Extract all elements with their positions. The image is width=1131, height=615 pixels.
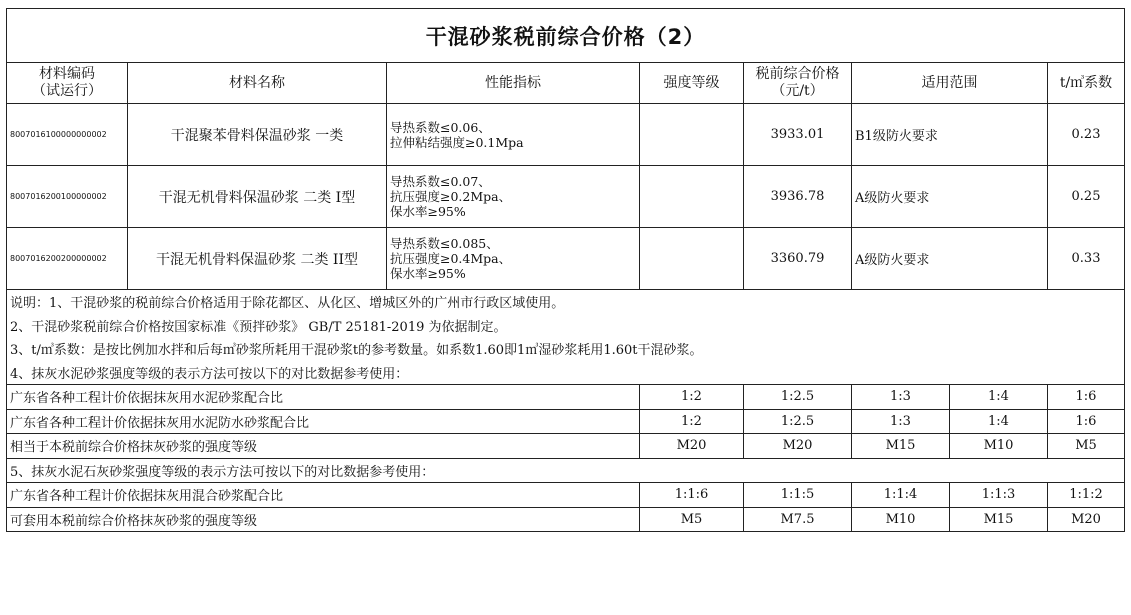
lime-grade-label: 可套用本税前综合价格抹灰砂浆的强度等级 [7,507,640,532]
lime-ratio-value: 1:1:5 [744,483,852,508]
table-row [7,409,1125,434]
material-performance: 导热系数≤0.085、 抗压强度≥0.4Mpa、 保水率≥95% [387,228,640,290]
material-performance: 导热系数≤0.06、 拉伸粘结强度≥0.1Mpa [387,104,640,166]
note-row [7,337,1125,361]
cement-ratio-value: 1:6 [1048,385,1125,410]
material-code: 8007016200100000002 [7,166,128,228]
cement-ratio-value: 1:2 [640,385,744,410]
material-grade [640,166,744,228]
lime-ratio-label: 广东省各种工程计价依据抹灰用混合砂浆配合比 [7,483,640,508]
material-code: 8007016200200000002 [7,228,128,290]
cement-grade-value: M20 [744,434,852,459]
material-scope: A级防火要求 [852,228,1048,290]
header-code: 材料编码 （试运行） [7,63,128,104]
material-name: 干混无机骨料保温砂浆 二类 I型 [128,166,387,228]
cement-ratio-value: 1:3 [852,385,950,410]
table-row [7,385,1125,410]
lime-grade-value: M20 [1048,507,1125,532]
cement-grade-value: M20 [640,434,744,459]
header-coef: t/㎥系数 [1048,63,1125,104]
table-row [7,507,1125,532]
page-title: 干混砂浆税前综合价格（2） [7,9,1125,63]
material-code: 8007016100000000002 [7,104,128,166]
cement-grade-value: M10 [950,434,1048,459]
lime-grade-value: M7.5 [744,507,852,532]
header-row [7,63,1125,104]
note-2: 2、干混砂浆税前综合价格按国家标准《预拌砂浆》 GB/T 25181-2019 为依据制定。 [7,314,1125,338]
material-price: 3936.78 [744,166,852,228]
cement-grade-label: 相当于本税前综合价格抹灰砂浆的强度等级 [7,434,640,459]
table-row [7,434,1125,459]
material-price: 3933.01 [744,104,852,166]
note-5: 5、抹灰水泥石灰砂浆强度等级的表示方法可按以下的对比数据参考使用： [7,458,1125,483]
header-performance: 性能指标 [387,63,640,104]
waterproof-ratio-value: 1:2 [640,409,744,434]
material-grade [640,104,744,166]
cement-grade-value: M5 [1048,434,1125,459]
waterproof-ratio-value: 1:6 [1048,409,1125,434]
price-sheet [6,8,1125,532]
material-scope: A级防火要求 [852,166,1048,228]
header-grade: 强度等级 [640,63,744,104]
note-row [7,361,1125,385]
material-name: 干混无机骨料保温砂浆 二类 II型 [128,228,387,290]
table-row [7,166,1125,228]
waterproof-ratio-value: 1:3 [852,409,950,434]
material-coef: 0.33 [1048,228,1125,290]
cement-ratio-value: 1:2.5 [744,385,852,410]
material-grade [640,228,744,290]
lime-ratio-value: 1:1:4 [852,483,950,508]
table-row [7,104,1125,166]
note-row [7,314,1125,338]
header-scope: 适用范围 [852,63,1048,104]
cement-ratio-value: 1:4 [950,385,1048,410]
waterproof-ratio-value: 1:2.5 [744,409,852,434]
header-price: 税前综合价格 （元/t） [744,63,852,104]
waterproof-ratio-value: 1:4 [950,409,1048,434]
note-row [7,290,1125,314]
lime-ratio-value: 1:1:2 [1048,483,1125,508]
lime-ratio-value: 1:1:3 [950,483,1048,508]
note-1: 说明：1、干混砂浆的税前综合价格适用于除花都区、从化区、增城区外的广州市行政区域使用。 [7,290,1125,314]
material-coef: 0.25 [1048,166,1125,228]
lime-grade-value: M5 [640,507,744,532]
lime-grade-value: M15 [950,507,1048,532]
lime-ratio-value: 1:1:6 [640,483,744,508]
cement-ratio-label: 广东省各种工程计价依据抹灰用水泥砂浆配合比 [7,385,640,410]
cement-grade-value: M15 [852,434,950,459]
note-3: 3、t/㎥系数：是按比例加水拌和后每㎥砂浆所耗用干混砂浆t的参考数量。如系数1.60即1㎥湿砂浆耗用1.60t干混砂浆。 [7,337,1125,361]
lime-grade-value: M10 [852,507,950,532]
table-row [7,483,1125,508]
material-scope: B1级防火要求 [852,104,1048,166]
material-price: 3360.79 [744,228,852,290]
note-row [7,458,1125,483]
material-name: 干混聚苯骨料保温砂浆 一类 [128,104,387,166]
table-row [7,228,1125,290]
header-name: 材料名称 [128,63,387,104]
note-4: 4、抹灰水泥砂浆强度等级的表示方法可按以下的对比数据参考使用： [7,361,1125,385]
material-coef: 0.23 [1048,104,1125,166]
material-performance: 导热系数≤0.07、 抗压强度≥0.2Mpa、 保水率≥95% [387,166,640,228]
waterproof-ratio-label: 广东省各种工程计价依据抹灰用水泥防水砂浆配合比 [7,409,640,434]
